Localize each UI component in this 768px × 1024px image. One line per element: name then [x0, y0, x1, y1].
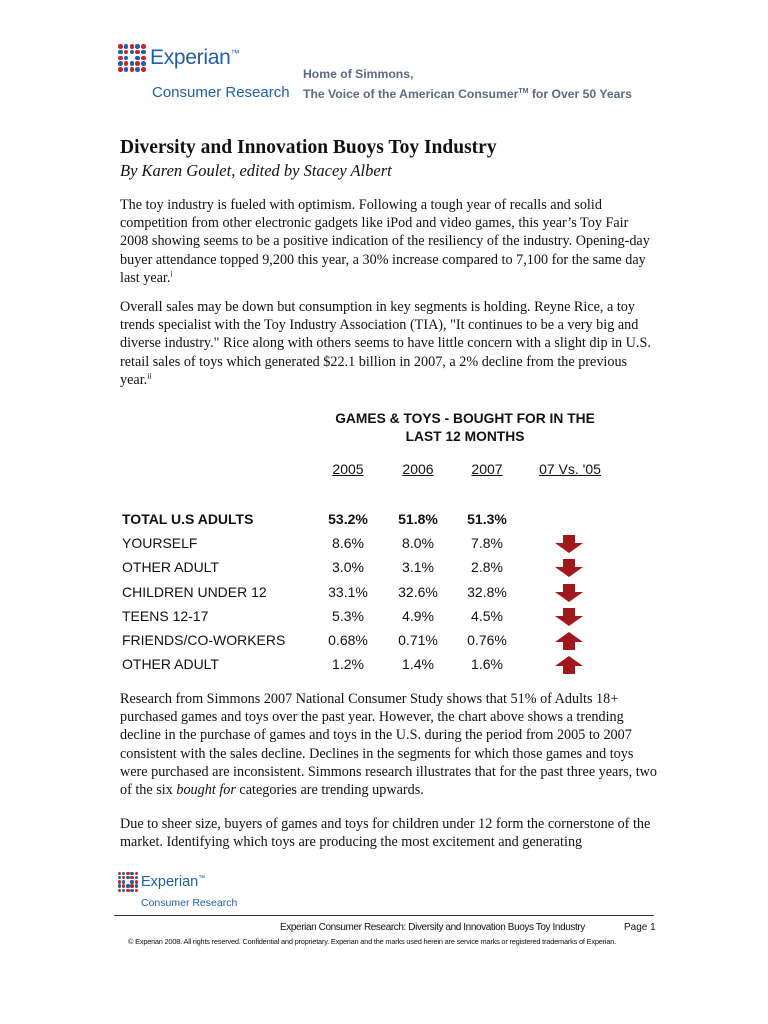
footer-experian-logo [118, 872, 205, 892]
paragraph-2: Overall sales may be down but consumption in key segments is holding. Reyne Rice, a toy trends specialist with the Toy Industry Association (TIA), "It continues to be a very big and diverse industry." Rice along with others seems to have little concern with a slight dip in U.S. retail sales of toys which generated $22.1 billion in 2007, a 2% decline from the previous year.$^{ii}$ [120, 299, 651, 388]
table-row [122, 656, 642, 678]
paragraph-1: The toy industry is fueled with optimism. Following a tough year of recalls and solid competition from other electronic gadgets like iPod and video games, this year’s Toy Fair 2008 showing seems to be a positive indication of the resiliency of the industry. Opening-day buyer attendance topped 9,200 this year, a 30% increase compared to 7,100 for the same day last year.$^i$ [120, 197, 650, 286]
table-row [122, 584, 642, 606]
table-row [122, 559, 642, 581]
column-header-2007: 2007 [471, 461, 503, 477]
column-header-2006: 2006 [402, 461, 434, 477]
trend-down-arrow-icon [554, 608, 584, 626]
footer-logo-subtitle: Consumer Research [141, 897, 238, 909]
header-tagline: Home of Simmons, The Voice of the American Consumer™ for Over 50 Years [303, 67, 632, 102]
table-row [122, 632, 642, 654]
row-label: OTHER ADULT [122, 559, 219, 576]
paragraph-4: Due to sheer size, buyers of games and toys for children under 12 form the cornerstone of the market. Identifying which toys are producing the most excitement and generating [120, 816, 651, 851]
paragraph-3: Research from Simmons 2007 National Consumer Study shows that 51% of Adults 18+ purchased games and toys over the past year. However, the chart above shows a trending decline in the purchase of games and toys in the U.S. during the period from 2005 to 2007 consistent with the sales decline. Declines in the segments for which those games and toys were purchased are inconsistent. Simmons research illustrates that for the past three years, two of the six bought for categories are trending upwards. [120, 691, 657, 799]
cell-2005: 8.6% [332, 535, 364, 552]
article-title: Diversity and Innovation Buoys Toy Industry [120, 137, 497, 158]
row-label: FRIENDS/CO-WORKERS [122, 632, 286, 648]
table-row [122, 608, 642, 630]
footer-copyright: © Experian 2008. All rights reserved. Confidential and proprietary. Experian and the marks used herein are service marks or registered trademarks of Experian. [128, 937, 617, 946]
cell-2007: 32.8% [467, 583, 507, 600]
trend-up-arrow-icon [554, 632, 584, 650]
cell-2007: 2.8% [471, 559, 503, 576]
logo-subtitle: Consumer Research [152, 84, 290, 101]
trend-down-arrow-icon [554, 559, 584, 577]
cell-2005: 3.0% [332, 559, 364, 576]
row-label: YOURSELF [122, 535, 198, 552]
article-byline: By Karen Goulet, edited by Stacey Albert [120, 161, 392, 180]
cell-2007: 7.8% [471, 535, 503, 552]
footer-divider [114, 915, 654, 916]
experian-logo [118, 44, 239, 72]
footnote-marker: ii [147, 371, 152, 381]
cell-2006: 0.71% [398, 632, 438, 648]
footer-title: Experian Consumer Research: Diversity and Innovation Buoys Toy Industry [280, 922, 585, 933]
cell-2007: 1.6% [471, 656, 503, 673]
cell-2007: 51.3% [467, 511, 507, 527]
row-label: TOTAL U.S ADULTS [122, 511, 254, 527]
logo-dot-grid-icon [118, 44, 146, 72]
cell-2006: 4.9% [402, 607, 434, 624]
cell-2005: 5.3% [332, 607, 364, 624]
logo-wordmark: Experian™ [150, 46, 240, 69]
cell-2005: 1.2% [332, 656, 364, 673]
cell-2007: 4.5% [471, 607, 503, 624]
column-header-change: 07 Vs. '05 [539, 461, 601, 477]
table-row [122, 535, 642, 557]
cell-2005: 53.2% [328, 511, 368, 527]
cell-2005: 0.68% [328, 632, 368, 648]
page-number: Page 1 [624, 922, 656, 933]
cell-2007: 0.76% [467, 632, 507, 648]
cell-2006: 3.1% [402, 559, 434, 576]
column-header-2005: 2005 [332, 461, 364, 477]
cell-2006: 32.6% [398, 583, 438, 600]
trend-down-arrow-icon [554, 535, 584, 553]
row-label: CHILDREN UNDER 12 [122, 583, 267, 600]
footer-logo-wordmark: Experian™ [141, 874, 206, 890]
cell-2006: 1.4% [402, 656, 434, 673]
table-title: GAMES & TOYS - BOUGHT FOR IN THE LAST 12 MONTHS [335, 411, 595, 444]
trend-up-arrow-icon [554, 656, 584, 674]
cell-2006: 8.0% [402, 535, 434, 552]
table-row [122, 511, 642, 533]
footnote-marker: i [170, 269, 173, 279]
cell-2005: 33.1% [328, 583, 368, 600]
trend-down-arrow-icon [554, 584, 584, 602]
row-label: OTHER ADULT [122, 656, 219, 673]
logo-dot-grid-icon [118, 872, 138, 892]
cell-2006: 51.8% [398, 511, 438, 527]
row-label: TEENS 12-17 [122, 607, 209, 624]
